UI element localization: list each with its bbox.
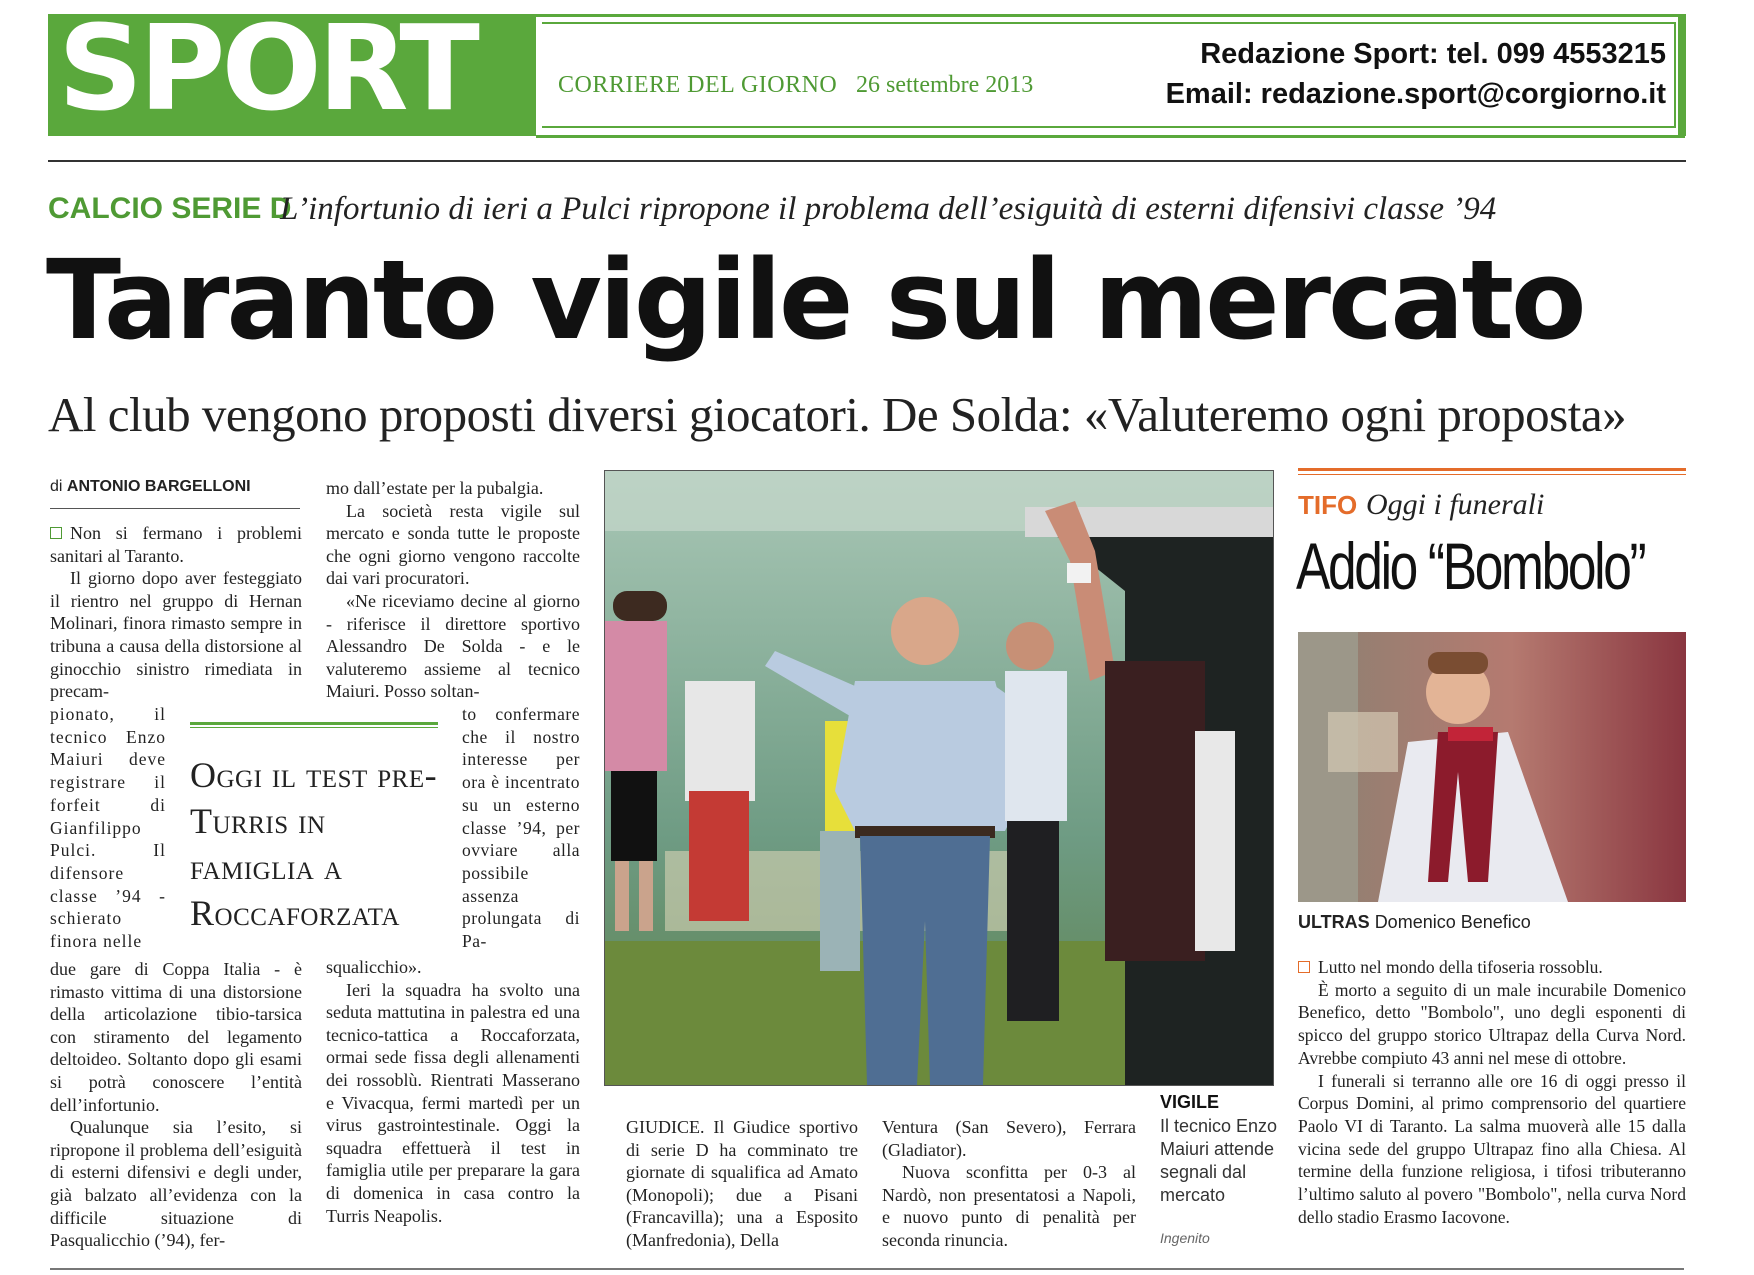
paragraph: Nuova sconfitta per 0-3 al Nardò, non presentatosi a Napoli, e nuovo punto di penalità per seconda rinuncia. <box>882 1162 1136 1250</box>
sidebar-body <box>1298 956 1686 1228</box>
coach-photo <box>604 470 1274 1086</box>
square-bullet-icon <box>1298 961 1310 973</box>
pullquote: Oggi il test pre-Turris in famiglia a Roccaforzata <box>190 755 438 933</box>
article-column-2-narrow: to confermare che il nostro interesse per ora è incentrato su un esterno classe ’94, per ovviare alla possibile assenza prolungata di Pa- <box>462 704 580 952</box>
sidebar-caption-text: Domenico Benefico <box>1374 912 1531 932</box>
paragraph: I funerali si terranno alle ore 16 di oggi presso il Corpus Domini, al primo comprensorio del quartiere Paolo VI di Taranto. La salma muoverà alle 15 dalla vicina sede del gruppo Ultrapaz fino alla Chiesa. Al termine della funzione religiosa, i tifosi tributeranno l’ultimo saluto al povero "Bombolo", nella curva Nord dello stadio Erasmo Iacovone. <box>1298 1070 1686 1227</box>
sidebar-rule <box>1298 468 1686 471</box>
byline-author: ANTONIO BARGELLONI <box>66 478 251 495</box>
byline <box>50 478 251 496</box>
section-kicker-text: L’infortunio di ieri a Pulci ripropone il problema dell’esiguità di esterni difensivi classe ’94 <box>280 191 1497 227</box>
masthead-right-bar <box>1678 14 1686 136</box>
sidebar-kicker-text: Oggi i funerali <box>1366 488 1545 521</box>
sidebar-kicker-label: TIFO <box>1298 490 1358 520</box>
paragraph: GIUDICE. Il Giudice sportivo di serie D ha comminato tre giornate di squalifica ad Amato (Monopoli); due a Pisani (Francavilla); una a Esposito (Manfredonia), Della <box>626 1117 858 1250</box>
coach-photo-illustration <box>605 471 1273 1085</box>
headline: Taranto vigile sul mercato <box>46 236 1584 364</box>
paragraph: La società resta vigile sul mercato e sonda tutte le proposte che ogni giorno vengono raccolte dai vari procuratori. <box>326 500 580 589</box>
fan-photo <box>1298 632 1686 902</box>
sidebar-rule-thin <box>1298 474 1686 475</box>
pullquote-rule-thin <box>190 727 438 728</box>
paragraph: È morto a seguito di un male incurabile Domenico Benefico, detto "Bombolo", uno degli esponenti di spicco del gruppo storico Ultrapaz della Curva Nord. Avrebbe compiuto 43 anni nel mese di ottobre. <box>1298 979 1686 1068</box>
article-column-1-narrow: pionato, il tecnico Enzo Maiuri deve registrare il forfeit di Gianfilippo Pulci. Il difensore classe ’94 - schierato finora nelle <box>50 704 166 952</box>
paper-name: CORRIERE DEL GIORNO <box>558 72 838 98</box>
article-column-3 <box>626 1116 858 1252</box>
article-column-1-bottom <box>50 958 302 1252</box>
photo-caption: Il tecnico Enzo Maiuri attende segnali dal mercato <box>1160 1116 1278 1205</box>
paragraph: squalicchio». <box>326 957 422 977</box>
sidebar-headline: Addio “Bombolo” <box>1296 529 1645 603</box>
sport-logo: SPORT <box>58 0 476 137</box>
paragraph: Ieri la squadra ha svolto una seduta mattutina in palestra ed una tecnico-tattica a Roccaforzata, ormai sede fissa degli allenamenti dei rossoblù. Rientrati Masserano e Vivacqua, fermi martedì per un virus gastrointestinale. Oggi la squadra effettuerà il test in famiglia utile per preparare la gara di domenica in casa contro la Turris Neapolis. <box>326 979 580 1226</box>
photo-caption-label: VIGILE <box>1160 1092 1220 1112</box>
article-column-2-top <box>326 477 580 703</box>
paragraph: Lutto nel mondo della tifoseria rossoblu. <box>1318 957 1603 977</box>
contact-phone: Redazione Sport: tel. 099 4553215 <box>1200 38 1666 70</box>
contact-email: Email: redazione.sport@corgiorno.it <box>1165 78 1666 110</box>
paragraph: Qualunque sia l’esito, si ripropone il problema dell’esiguità di esterni difensivi e degli under, già balzato all’evidenza con la difficile situazione di Pasqualicchio (’94), fer- <box>50 1117 302 1251</box>
bottom-rule <box>50 1268 1684 1270</box>
paragraph: Il giorno dopo aver festeggiato il rientro nel gruppo di Hernan Molinari, finora rimasto sempre in tribuna a causa della distorsione al ginocchio sinistro rimediata in precam- <box>50 568 302 702</box>
sidebar-caption-label: ULTRAS <box>1298 912 1370 932</box>
paragraph: due gare di Coppa Italia - è rimasto vittima di una distorsione della articolazione tibio-tarsica con stiramento del legamento deltoideo. Soltanto dopo gli esami si potrà conoscere l’entità dell’infortunio. <box>50 959 302 1115</box>
paragraph: Non si fermano i problemi sanitari al Taranto. <box>50 523 302 566</box>
square-bullet-icon <box>50 527 62 539</box>
paper-date: 26 settembre 2013 <box>856 72 1034 98</box>
paragraph: Ventura (San Severo), Ferrara (Gladiator). <box>882 1117 1136 1160</box>
byline-rule <box>50 508 300 509</box>
article-column-2-bottom <box>326 956 580 1227</box>
sidebar-photo-caption <box>1298 912 1531 933</box>
photo-credit: Ingenito <box>1160 1230 1210 1246</box>
article-column-1-top <box>50 522 302 703</box>
top-rule <box>48 160 1686 162</box>
article-column-4 <box>882 1116 1136 1252</box>
paragraph: mo dall’estate per la pubalgia. <box>326 478 544 498</box>
section-kicker-label: CALCIO SERIE D <box>48 192 292 225</box>
subheadline: Al club vengono proposti diversi giocatori. De Solda: «Valuteremo ogni proposta» <box>48 387 1627 442</box>
byline-prefix: di <box>50 478 63 495</box>
pullquote-rule <box>190 722 438 725</box>
paragraph: «Ne riceviamo decine al giorno - riferisce il direttore sportivo Alessandro De Solda - e le valuteremo assieme al tecnico Maiuri. Posso soltan- <box>326 590 580 702</box>
fan-photo-illustration <box>1298 632 1686 902</box>
